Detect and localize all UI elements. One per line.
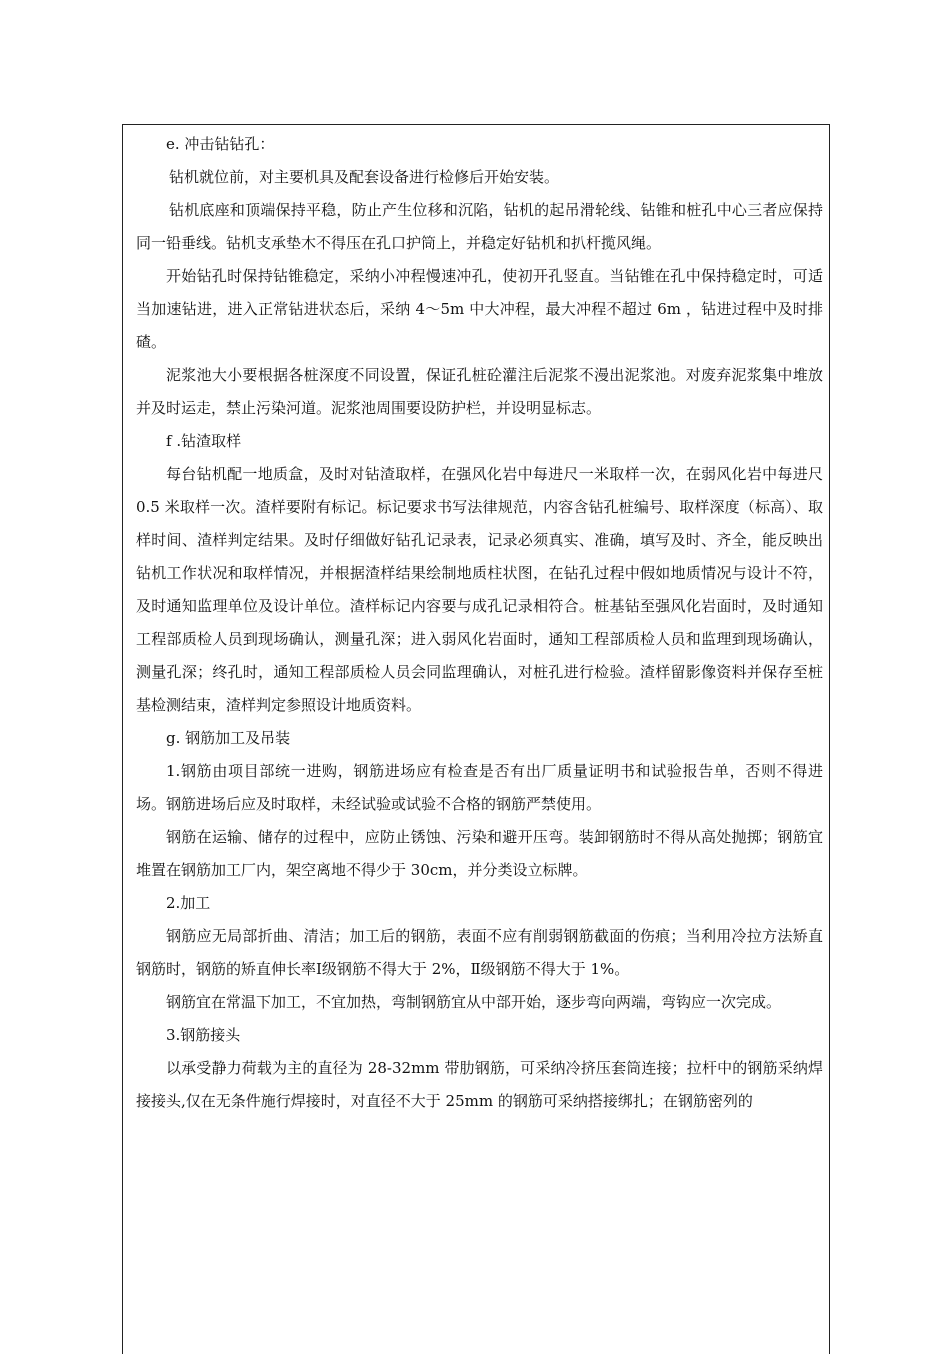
paragraph: 每台钻机配一地质盒，及时对钻渣取样，在强风化岩中每进尺一米取样一次，在弱风化岩中每进尺 0.5 米取样一次。渣样要附有标记。标记要求书写法律规范，内容含钻孔桩编号、取样深度（标高）、取样时间、渣样判定结果。及时仔细做好钻孔记录表，记录必须真实、准确，填写及时、齐全，能反映出钻机工作状况和取样情况，并根据渣样结果绘制地质柱状图，在钻孔过程中假如地质情况与设计不符，及时通知监理单位及设计单位。渣样标记内容要与成孔记录相符合。桩基钻至强风化岩面时，及时通知工程部质检人员到现场确认，测量孔深；进入弱风化岩面时，通知工程部质检人员和监理到现场确认，测量孔深；终孔时，通知工程部质检人员会同监理确认，对桩孔进行检验。渣样留影像资料并保存至桩基检测结束，渣样判定参照设计地质资料。 [136,465,823,714]
paragraph: 钢筋在运输、储存的过程中，应防止锈蚀、污染和避开压弯。装卸钢筋时不得从高处抛掷；钢筋宜堆置在钢筋加工厂内，架空离地不得少于 30cm，并分类设立标牌。 [136,828,823,879]
section-heading-g: g. 钢筋加工及吊装 [166,729,291,747]
section-heading-e: e. 冲击钻钻孔： [166,135,275,153]
paragraph: 开始钻孔时保持钻锥稳定，采纳小冲程慢速冲孔，使初开孔竖直。当钻锥在孔中保持稳定时，可适当加速钻进，进入正常钻进状态后，采纳 4～5m 中大冲程，最大冲程不超过 6m ，钻进过程中及时排碴。 [136,267,823,351]
subsection-heading-joints: 3.钢筋接头 [166,1026,241,1044]
paragraph: 1.钢筋由项目部统一进购，钢筋进场应有检查是否有出厂质量证明书和试验报告单，否则不得进场。钢筋进场后应及时取样，未经试验或试验不合格的钢筋严禁使用。 [136,762,823,813]
subsection-heading-processing: 2.加工 [166,894,211,912]
paragraph: 钢筋应无局部折曲、清洁；加工后的钢筋，表面不应有削弱钢筋截面的伤痕；当利用冷拉方法矫直钢筋时，钢筋的矫直伸长率Ⅰ级钢筋不得大于 2%，Ⅱ级钢筋不得大于 1%。 [136,927,823,978]
paragraph: 泥浆池大小要根据各桩深度不同设置，保证孔桩砼灌注后泥浆不漫出泥浆池。对废弃泥浆集中堆放并及时运走，禁止污染河道。泥浆池周围要设防护栏，并设明显标志。 [136,366,823,417]
section-heading-f: f .钻渣取样 [166,432,242,450]
paragraph: 以承受静力荷载为主的直径为 28-32mm 带肋钢筋，可采纳冷挤压套筒连接；拉杆中的钢筋采纳焊接接头,仅在无条件施行焊接时，对直径不大于 25mm 的钢筋可采纳搭接绑扎；在钢筋密列的 [136,1059,823,1110]
document-body [123,128,823,1118]
paragraph: 钻机底座和顶端保持平稳，防止产生位移和沉陷，钻机的起吊滑轮线、钻锥和桩孔中心三者应保持同一铅垂线。钻机支承垫木不得压在孔口护筒上，并稳定好钻机和扒杆揽风绳。 [136,201,823,252]
paragraph: 钢筋宜在常温下加工，不宜加热，弯制钢筋宜从中部开始，逐步弯向两端，弯钩应一次完成。 [166,993,782,1011]
document-frame [122,124,830,1354]
paragraph: 钻机就位前，对主要机具及配套设备进行检修后开始安装。 [169,168,560,186]
